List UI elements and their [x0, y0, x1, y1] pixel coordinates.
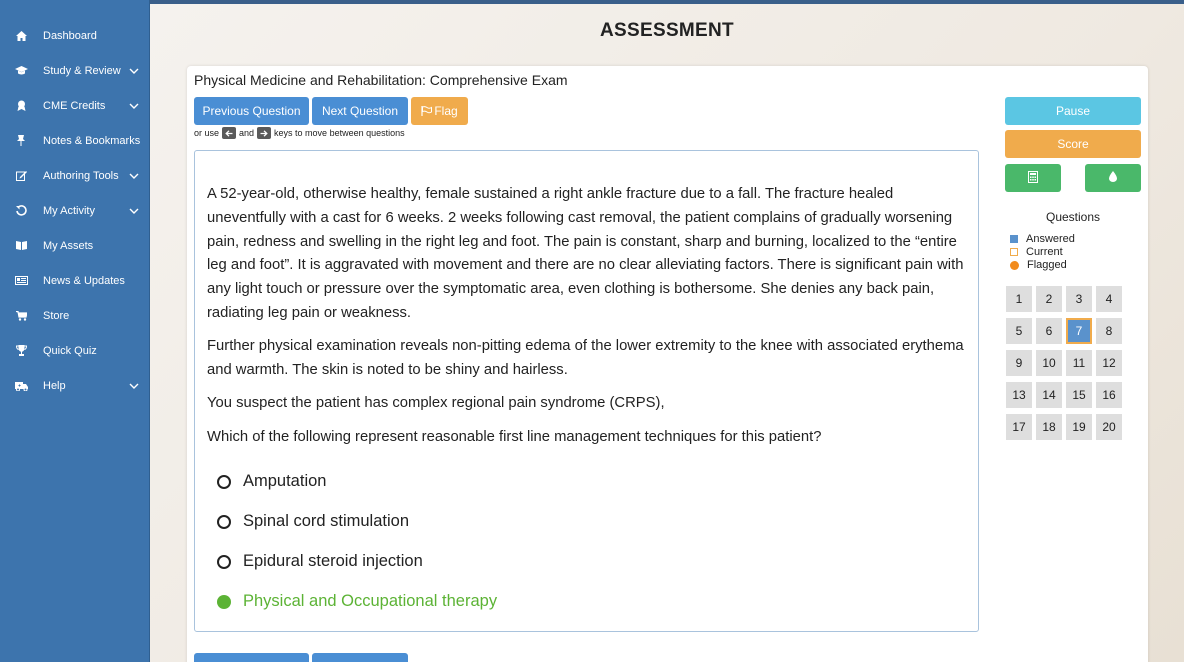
sidebar-item-cme-credits[interactable]: [0, 88, 150, 123]
question-number[interactable]: 19: [1066, 414, 1092, 440]
question-number[interactable]: 20: [1096, 414, 1122, 440]
award-icon: [14, 99, 28, 113]
sidebar-item-label: Dashboard: [43, 29, 97, 42]
lab-values-button[interactable]: [1085, 164, 1141, 192]
sidebar-item-dashboard[interactable]: [0, 18, 150, 53]
flag-icon: [421, 106, 432, 116]
sidebar-item-my-assets[interactable]: [0, 228, 150, 263]
ambulance-icon: [14, 379, 28, 393]
sidebar-item-label: Authoring Tools: [43, 169, 119, 182]
flag-button[interactable]: [411, 97, 468, 125]
sidebar-item-label: Store: [43, 309, 70, 322]
sidebar-item-news-updates[interactable]: [0, 263, 150, 298]
sidebar-item-label: News & Updates: [43, 274, 125, 287]
flagged-swatch: [1010, 261, 1019, 270]
sidebar-item-notes-bookmarks[interactable]: [0, 123, 150, 158]
sidebar-item-help[interactable]: [0, 368, 150, 403]
question-number-current[interactable]: 7: [1066, 318, 1092, 344]
sidebar-item-label: Notes & Bookmarks: [43, 134, 141, 147]
legend-answered: [1010, 233, 1075, 245]
answer-option-selected[interactable]: [217, 592, 497, 611]
sidebar-item-label: My Activity: [43, 204, 95, 217]
sidebar-item-label: Quick Quiz: [43, 344, 97, 357]
answer-option-label: Spinal cord stimulation: [243, 512, 409, 530]
edit-icon: [14, 169, 28, 183]
question-number[interactable]: 12: [1096, 350, 1122, 376]
question-number[interactable]: 6: [1036, 318, 1062, 344]
radio-button[interactable]: [217, 475, 231, 489]
page-title: ASSESSMENT: [600, 20, 734, 41]
hint-and: and: [239, 128, 255, 138]
chevron-down-icon: [128, 65, 140, 77]
legend-label: Flagged: [1027, 259, 1067, 271]
question-suspicion-paragraph: You suspect the patient has complex regional pain syndrome (CRPS),: [207, 395, 665, 411]
question-number[interactable]: 15: [1066, 382, 1092, 408]
question-stem-paragraph: A 52-year-old, otherwise healthy, female sustained a right ankle fracture due to a fall. The fracture healed uneventfully with a cast for 6 weeks. 2 weeks following cast removal, the patient complains of gradually worsening pain, redness and swelling in the right leg and foot. The pain is constant, sharp and burning, localized to the “entire leg and foot”. It is aggravated with movement and there are no clear alleviating factors. There is significant pain with any light touch or pressure over the symptomatic area, even clothing is bothersome. She denies any back pain, radiating leg pain or weakness.: [207, 186, 964, 321]
question-number[interactable]: 9: [1006, 350, 1032, 376]
legend-label: Answered: [1026, 233, 1075, 245]
question-exam-paragraph: Further physical examination reveals non-pitting edema of the lower extremity to the knee with associated erythema and warmth. The skin is noted to be shiny and hairless.: [207, 338, 964, 378]
book-icon: [14, 239, 28, 253]
score-button[interactable]: Score: [1005, 130, 1141, 158]
answer-option-label: Physical and Occupational therapy: [243, 592, 498, 610]
legend-current: [1010, 246, 1063, 258]
home-icon: [14, 29, 28, 43]
previous-question-button[interactable]: Previous Question: [194, 97, 309, 125]
question-number[interactable]: 16: [1096, 382, 1122, 408]
cart-icon: [14, 309, 28, 323]
chevron-down-icon: [128, 170, 140, 182]
next-question-button-bottom[interactable]: [312, 653, 408, 662]
sidebar-item-label: Help: [43, 379, 66, 392]
sidebar-item-study-review[interactable]: [0, 53, 150, 88]
graduation-cap-icon: [14, 64, 28, 78]
pause-button[interactable]: Pause: [1005, 97, 1141, 125]
next-question-button[interactable]: Next Question: [312, 97, 408, 125]
sidebar-item-my-activity[interactable]: [0, 193, 150, 228]
flag-label: Flag: [434, 104, 458, 118]
chevron-down-icon: [128, 100, 140, 112]
answer-option[interactable]: [217, 512, 409, 531]
current-swatch: [1010, 248, 1018, 256]
arrow-right-key-icon: [257, 127, 271, 139]
answered-swatch: [1010, 235, 1018, 243]
questions-heading: Questions: [1045, 210, 1101, 224]
calculator-icon: [1028, 171, 1038, 186]
radio-button-selected[interactable]: [217, 595, 231, 609]
question-number[interactable]: 1: [1006, 286, 1032, 312]
newspaper-icon: [14, 274, 28, 288]
question-number[interactable]: 11: [1066, 350, 1092, 376]
answer-option[interactable]: [217, 472, 326, 491]
history-icon: [14, 204, 28, 218]
radio-button[interactable]: [217, 555, 231, 569]
question-number[interactable]: 2: [1036, 286, 1062, 312]
sidebar-item-label: My Assets: [43, 239, 94, 252]
sidebar: [0, 0, 150, 662]
hint-prefix: or use: [194, 128, 220, 138]
answer-option-label: Epidural steroid injection: [243, 552, 423, 570]
chevron-down-icon: [128, 380, 140, 392]
chevron-down-icon: [128, 205, 140, 217]
question-number[interactable]: 10: [1036, 350, 1062, 376]
pin-icon: [14, 134, 28, 148]
question-number[interactable]: 4: [1096, 286, 1122, 312]
sidebar-item-authoring-tools[interactable]: [0, 158, 150, 193]
sidebar-item-label: CME Credits: [43, 99, 106, 112]
question-number[interactable]: 3: [1066, 286, 1092, 312]
arrow-left-key-icon: [222, 127, 236, 139]
legend-label: Current: [1026, 246, 1063, 258]
answer-option[interactable]: [217, 552, 423, 571]
sidebar-item-quick-quiz[interactable]: [0, 333, 150, 368]
question-number[interactable]: 14: [1036, 382, 1062, 408]
question-prompt: Which of the following represent reasonable first line management techniques for this patient?: [207, 429, 822, 445]
legend-flagged: [1010, 259, 1067, 271]
question-number[interactable]: 8: [1096, 318, 1122, 344]
calculator-button[interactable]: [1005, 164, 1061, 192]
answer-option-label: Amputation: [243, 472, 327, 490]
keyboard-hint: [194, 127, 405, 139]
trophy-icon: [14, 344, 28, 358]
hint-suffix: keys to move between questions: [274, 128, 405, 138]
sidebar-item-label: Study & Review: [43, 64, 121, 77]
question-number[interactable]: 13: [1006, 382, 1032, 408]
question-number[interactable]: 5: [1006, 318, 1032, 344]
question-number[interactable]: 18: [1036, 414, 1062, 440]
droplet-icon: [1109, 171, 1117, 185]
previous-question-button-bottom[interactable]: [194, 653, 309, 662]
question-number[interactable]: 17: [1006, 414, 1032, 440]
radio-button[interactable]: [217, 515, 231, 529]
exam-title: Physical Medicine and Rehabilitation: Comprehensive Exam: [194, 72, 568, 88]
sidebar-item-store[interactable]: [0, 298, 150, 333]
